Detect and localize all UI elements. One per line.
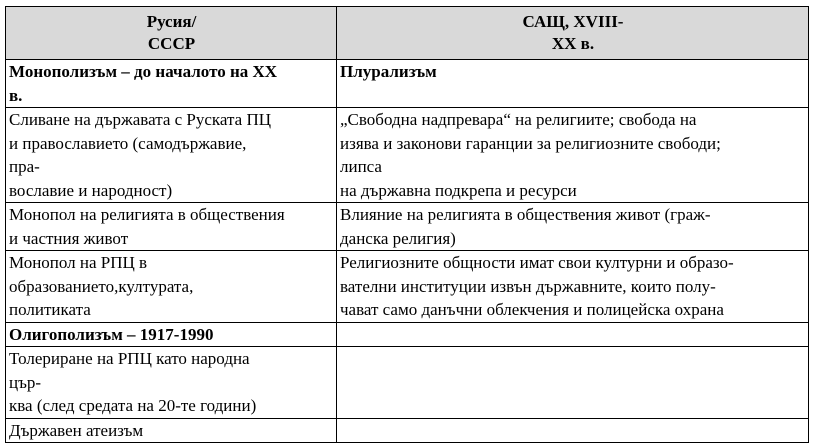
header-usa [337, 7, 809, 60]
cell-line: вателни институции извън държавните, които полу- [340, 276, 716, 296]
russia-cell [6, 322, 337, 347]
cell-line: Влияние на религията в обществения живот (граж- [340, 205, 711, 224]
table-row [6, 251, 809, 323]
header-line: Русия/ [146, 12, 197, 31]
cell-line: ква (след средата на 20-те години) [9, 396, 257, 415]
russia-cell [6, 347, 337, 419]
cell-line: Религиозните общности имат свои културни и образо- [340, 253, 734, 272]
russia-cell [6, 251, 337, 323]
table-row [6, 60, 809, 108]
cell-line: изява и законови гаранции за религиозните свободи; [340, 133, 721, 153]
header-russia [6, 7, 337, 60]
cell-line: образованието,културата, [9, 276, 194, 296]
cell-line: „Свободна надпревара“ на религиите; свобода на [340, 110, 697, 129]
usa-cell [337, 418, 809, 443]
cell-line: пра- [9, 157, 40, 176]
usa-cell [337, 322, 809, 347]
usa-cell [337, 347, 809, 419]
header-row [6, 7, 809, 60]
header-line: СССР [147, 34, 196, 53]
table-row [6, 322, 809, 347]
cell-line: Олигополизъм – 1917-1990 [9, 324, 214, 344]
cell-line: Плурализъм [340, 62, 437, 81]
russia-cell [6, 60, 337, 108]
table-row [6, 418, 809, 443]
usa-cell [337, 203, 809, 251]
russia-cell [6, 418, 337, 443]
table-row [6, 203, 809, 251]
cell-line: липса [340, 157, 382, 176]
cell-line: данска религия) [340, 228, 456, 248]
cell-line: Монополизъм – до началото на XX [9, 62, 278, 81]
cell-line: на държавна подкрепа и ресурси [340, 180, 577, 200]
cell-line: Сливане на държавата с Руската ПЦ [9, 110, 272, 129]
cell-line: и частния живот [9, 228, 129, 248]
cell-line: Монопол на РПЦ в [9, 253, 148, 272]
cell-line: политиката [9, 300, 91, 319]
usa-cell [337, 108, 809, 203]
table-body [6, 60, 809, 443]
comparison-table [5, 6, 809, 443]
header-line: XX в. [551, 34, 595, 53]
cell-line: вославие и народност) [9, 180, 173, 200]
cell-line: в. [9, 85, 23, 105]
header-line: САЩ, XVIII- [522, 12, 624, 31]
usa-cell [337, 60, 809, 108]
russia-cell [6, 108, 337, 203]
cell-line: и православието (самодържавие, [9, 133, 247, 153]
russia-cell [6, 203, 337, 251]
cell-line: чават само данъчни облекчения и полицейска охрана [340, 300, 724, 319]
table-row [6, 108, 809, 203]
cell-line: цър- [9, 372, 42, 392]
table-row [6, 347, 809, 419]
cell-line: Толериране на РПЦ като народна [9, 349, 250, 368]
cell-line: Държавен атеизъм [9, 420, 144, 440]
usa-cell [337, 251, 809, 323]
cell-line: Монопол на религията в обществения [9, 205, 285, 224]
